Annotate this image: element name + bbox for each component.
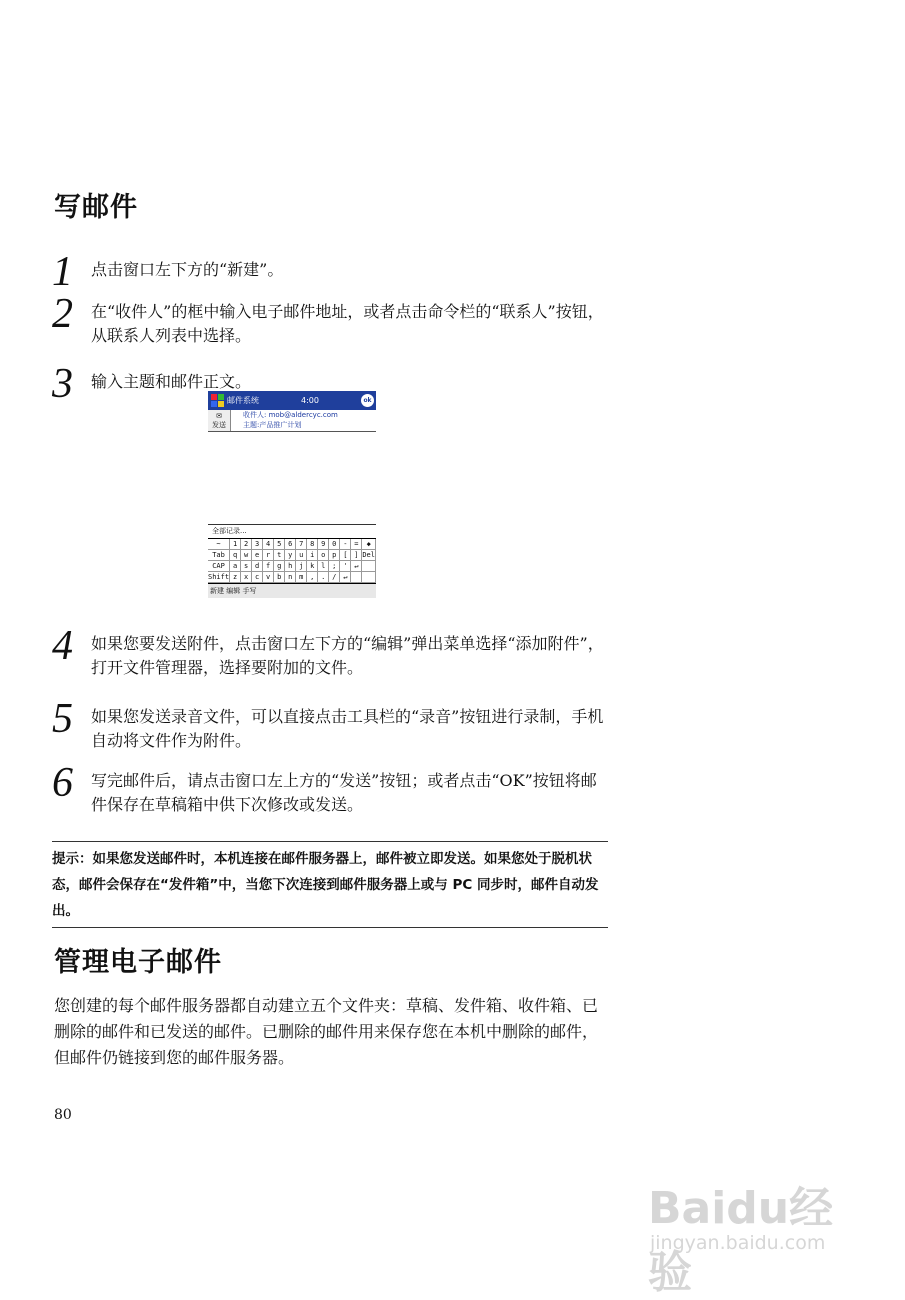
keyboard-key[interactable]: ' (340, 561, 351, 572)
phone-command-bar[interactable]: 新建 编辑 手写 (208, 583, 376, 598)
keyboard-key[interactable]: f (263, 561, 274, 572)
keyboard-key[interactable]: Tab (208, 550, 230, 561)
keyboard-key[interactable]: = (351, 539, 362, 550)
section-title-manage: 管理电子邮件 (54, 947, 222, 978)
keyboard-key[interactable]: b (274, 572, 285, 583)
keyboard-key[interactable]: m (296, 572, 307, 583)
to-field[interactable]: 收件人: mob@aldercyc.com (243, 411, 338, 419)
keyboard-key[interactable]: a (230, 561, 241, 572)
windows-flag-icon (211, 394, 224, 407)
step-2 (52, 291, 612, 348)
step-text: 如果您发送录音文件，可以直接点击工具栏的“录音”按钮进行录制，手机自动将文件作为附件。 (91, 707, 604, 750)
keyboard-key[interactable]: ↵ (351, 561, 362, 572)
step-number: 6 (52, 760, 73, 806)
envelope-icon: ✉ (216, 411, 222, 420)
phone-mail-header (208, 410, 376, 432)
keyboard-key[interactable]: 9 (318, 539, 329, 550)
keyboard-key[interactable]: p (329, 550, 340, 561)
keyboard-key[interactable]: q (230, 550, 241, 561)
save-record-row[interactable]: 全部记录... (208, 524, 376, 538)
keyboard-key[interactable]: ↵ (340, 572, 351, 583)
keyboard-key[interactable]: z (230, 572, 241, 583)
keyboard-key[interactable]: e (252, 550, 263, 561)
keyboard-key[interactable]: n (285, 572, 296, 583)
keyboard-key[interactable]: j (296, 561, 307, 572)
keyboard-key[interactable]: CAP (208, 561, 230, 572)
watermark-url: jingyan.baidu.com (650, 1232, 826, 1254)
keyboard-key[interactable]: - (340, 539, 351, 550)
phone-clock: 4:00 (301, 396, 319, 405)
keyboard-key[interactable]: u (296, 550, 307, 561)
send-label: 发送 (212, 420, 226, 429)
keyboard-key[interactable]: o (318, 550, 329, 561)
keyboard-key[interactable]: c (252, 572, 263, 583)
keyboard-key[interactable] (351, 572, 362, 583)
step-6 (52, 760, 612, 817)
keyboard-key[interactable]: ~ (208, 539, 230, 550)
keyboard-key[interactable]: l (318, 561, 329, 572)
step-number: 1 (52, 249, 73, 295)
step-text: 点击窗口左下方的“新建”。 (91, 260, 284, 279)
page-number: 80 (54, 1107, 72, 1123)
step-text: 在“收件人”的框中输入电子邮件地址，或者点击命令栏的“联系人”按钮，从联系人列表中选择。 (91, 302, 604, 345)
keyboard-key[interactable]: 7 (296, 539, 307, 550)
keyboard-key[interactable]: / (329, 572, 340, 583)
keyboard-key[interactable]: s (241, 561, 252, 572)
step-number: 4 (52, 623, 73, 669)
keyboard-key[interactable]: k (307, 561, 318, 572)
step-number: 2 (52, 291, 73, 337)
keyboard-key[interactable]: g (274, 561, 285, 572)
keyboard-key[interactable]: 4 (263, 539, 274, 550)
step-4 (52, 623, 612, 680)
step-text: 写完邮件后，请点击窗口左上方的“发送”按钮；或者点击“OK”按钮将邮件保存在草稿箱中供下次修改或发送。 (91, 771, 597, 814)
keyboard-key[interactable]: w (241, 550, 252, 561)
keyboard-key[interactable]: 8 (307, 539, 318, 550)
section-title-write: 写邮件 (54, 192, 138, 223)
send-button[interactable] (208, 410, 231, 431)
keyboard-key[interactable]: x (241, 572, 252, 583)
keyboard-key[interactable]: [ (340, 550, 351, 561)
tip-box: 提示：如果您发送邮件时，本机连接在邮件服务器上，邮件被立即发送。如果您处于脱机状态，邮件会保存在“发件箱”中，当您下次连接到邮件服务器上或与 PC 同步时，邮件自动发出。 (52, 841, 608, 928)
keyboard-key[interactable]: 2 (241, 539, 252, 550)
keyboard-key[interactable]: ◆ (362, 539, 376, 550)
keyboard-key[interactable]: ; (329, 561, 340, 572)
keyboard-key[interactable]: 1 (230, 539, 241, 550)
ok-button[interactable]: ok (361, 394, 374, 407)
keyboard-key[interactable]: 6 (285, 539, 296, 550)
keyboard-key[interactable]: ] (351, 550, 362, 561)
step-text: 如果您要发送附件，点击窗口左下方的“编辑”弹出菜单选择“添加附件”，打开文件管理器，选择要附加的文件。 (91, 634, 604, 677)
keyboard-key[interactable]: r (263, 550, 274, 561)
step-5 (52, 696, 612, 753)
keyboard-key[interactable]: 3 (252, 539, 263, 550)
phone-fields (231, 410, 338, 431)
keyboard-key[interactable]: i (307, 550, 318, 561)
keyboard-key[interactable] (362, 561, 376, 572)
keyboard-key[interactable]: t (274, 550, 285, 561)
step-text: 输入主题和邮件正文。 (91, 372, 252, 391)
soft-keyboard[interactable] (208, 538, 376, 583)
step-number: 5 (52, 696, 73, 742)
keyboard-key[interactable]: d (252, 561, 263, 572)
keyboard-key[interactable]: . (318, 572, 329, 583)
step-number: 3 (52, 361, 73, 407)
keyboard-key[interactable]: Del (362, 551, 375, 559)
watermark-logo: Baidu经验 (648, 1183, 834, 1298)
subject-field[interactable]: 主题:产品推广计划 (243, 421, 302, 429)
keyboard-key[interactable]: y (285, 550, 296, 561)
section-paragraph: 您创建的每个邮件服务器都自动建立五个文件夹：草稿、发件箱、收件箱、已删除的邮件和已发送的邮件。已删除的邮件用来保存您在本机中删除的邮件，但邮件仍链接到您的邮件服务器。 (54, 996, 599, 1067)
message-body[interactable] (208, 432, 376, 524)
keyboard-key[interactable] (362, 572, 376, 583)
keyboard-key[interactable]: 0 (329, 539, 340, 550)
keyboard-key[interactable]: v (263, 572, 274, 583)
phone-title-bar (208, 391, 376, 410)
phone-screenshot (208, 391, 376, 616)
watermark (640, 1150, 860, 1298)
keyboard-key[interactable]: Shift (208, 573, 230, 581)
keyboard-key[interactable]: h (285, 561, 296, 572)
phone-app-title: 邮件系统 (227, 396, 259, 405)
keyboard-key[interactable]: , (307, 572, 318, 583)
step-1 (52, 249, 612, 295)
keyboard-key[interactable]: 5 (274, 539, 285, 550)
